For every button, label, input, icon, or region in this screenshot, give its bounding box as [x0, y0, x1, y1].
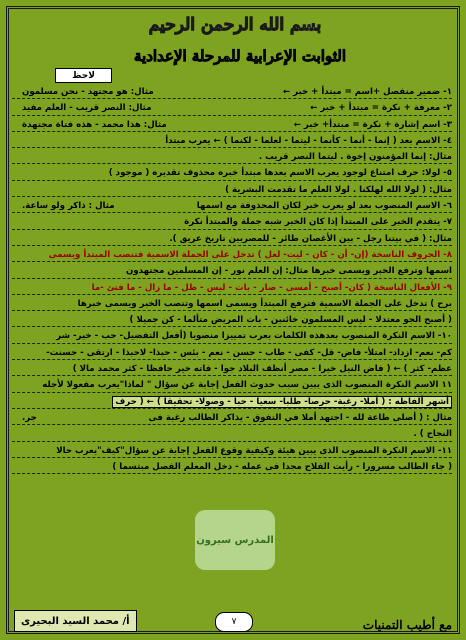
rule-text: مثال: ( لولا الله لهلكنا . لولا العلم ما تقدمت البشرية )	[225, 184, 452, 195]
rule-line	[12, 182, 452, 198]
rule-line	[12, 133, 452, 149]
rule-line	[12, 410, 452, 426]
rule-text: ١٠- الاسم النكرة المنصوب بعدهذه الكلمات يعرب تمييزا منصوبا (أفعل التفضيل- حب - خير- شر	[56, 331, 452, 342]
rule-text: كم- نعم- ازداد- امتلأ- فاض- قل- كفى - طاب - حسن - نعم - بئس - حبذا- لاحبذا - ارتقى - حسنت-	[46, 347, 452, 358]
rule-text: ٢- معرفة + نكرة = مبتدأ + خبر ←	[310, 103, 452, 114]
rule-text: ( جاء الطالب مسرورا - رأيت الفلاح مجدا فى عمله - دخل المعلم الفصل مبتسما )	[112, 461, 452, 472]
rule-text: مثال: ( في بيتنا رجل - بين الأغصان طائر - للمصريين تاريخ عريق ).	[169, 233, 452, 244]
rule-line	[12, 263, 452, 279]
watermark-logo: المدرس سيرون	[195, 510, 275, 570]
rule-text: ٥- لولا: حرف امتناع لوجود يعرب الاسم بعدها مبتدأ خبره محذوف تقديره ( موجود )	[108, 168, 452, 179]
rule-line	[12, 198, 452, 214]
rule-line	[12, 214, 452, 230]
rule-text: ١١ الاسم النكرة المنصوب الذى يبين سبب حدوث الفعل إجابة عن سؤال " لماذا"يعرب مفعولا لأجله	[42, 380, 452, 391]
rule-line	[12, 459, 452, 475]
author-name: أ/ محمد السيد البحيرى	[14, 610, 137, 632]
rule-line	[12, 84, 452, 100]
rule-text: ٦- الاسم المنصوب بعد لو يعرب خبر لكان المحذوفة مع اسمها	[196, 201, 452, 212]
rule-text: ١- ضمير منفصل +اسم = مبتدأ + خبر ←	[282, 87, 452, 97]
rule-line	[12, 149, 452, 165]
rule-line	[12, 377, 452, 393]
rule-text: اسمها وترفع الخبر ويسمى خبرها مثال: إن العلم نور - إن المسلمين مجتهدون	[125, 266, 452, 277]
rule-line	[12, 394, 452, 410]
rule-text: مثال: إنما المؤمنون إخوة . ليتما النصر قريب .	[258, 152, 452, 163]
rule-line	[12, 165, 452, 181]
rule-line	[12, 247, 452, 263]
rule-example: مثال : ذاكر ولو ساعة.	[22, 201, 115, 212]
page-footer	[0, 610, 466, 632]
rule-text: مثال : ( أصلى طاعة لله - اجتهد أملا في التفوق - يذاكر الطالب رغبة فى	[148, 412, 452, 423]
rule-line	[12, 361, 452, 377]
rule-line	[12, 345, 452, 361]
rule-line	[12, 100, 452, 116]
basmala-banner: بسم الله الرحمن الرحيم	[148, 15, 322, 35]
rule-text: ٣- اسم إشارة + نكرة = مبتدأ+ خبر ←	[293, 119, 452, 130]
rule-text: برح ) تدخل على الجملة الاسمية فترفع المبتدأ ويسمى اسمها وتنصب الخبر ويسمى خبرها	[77, 298, 452, 309]
signature: مع أطيب التمنيات	[362, 618, 452, 632]
rule-example: مثال: هذا محمد - هذه فتاة مجتهدة	[22, 119, 167, 130]
rule-text: عظم- كثر ) ← ( فاض النيل خيرا - مصر أنظف البلاد جوا - فاته خير حافظا - كثر محمد مالا )	[72, 364, 452, 375]
rule-line	[12, 426, 452, 442]
rule-example: مثال: النصر قريب - العلم مفيد	[22, 103, 152, 114]
rule-text: ٧- يتقدم الخبر على المبتدأ إذا كان الخبر شبه جملة والمبتدأ نكرة	[184, 217, 452, 228]
rule-line	[12, 328, 452, 344]
rule-text: ١١- الاسم النكرة المنصوب الذى يبين هيئة وكيفية وقوع الفعل إجابة عن سؤال"كيف"يعرب حالا	[56, 445, 452, 456]
rule-line	[12, 117, 452, 133]
rule-line	[12, 312, 452, 328]
rules-list	[12, 84, 452, 475]
rule-line	[12, 296, 452, 312]
rule-example: مثال: هو مجتهد - نحن مسلمون	[22, 87, 154, 97]
rule-text: النجاح ) .	[413, 429, 452, 440]
rule-line	[12, 280, 452, 296]
rule-text: ( أصبح الجو معتدلا - ليس المسلمون خائنين - بات المريض متألما - كن جميلا )	[129, 315, 452, 326]
rule-text: ٤- الاسم بعد ( إنما - أنما - كأنما - ليتما - لعلما - لكنما ) ← يعرب مبتدأ	[165, 135, 452, 146]
rule-text: ٩- الأفعال الناسخة ( كان- أصبح - أمسى - صار - بات - ليس - ظل - ما زال - ما فتئ -ما	[91, 282, 452, 293]
page-number: ٧	[215, 612, 253, 632]
page-title: الثوابت الإعرابية للمرحلة الإعدادية	[134, 47, 346, 65]
rule-text: أشهر ألفاظه : ( أملا- رغبة- حرصا- طلبا- سعيا - حبا - وصولا- تحقيقا ) ← ( حرف	[112, 396, 452, 408]
rule-tail: جر.	[22, 412, 37, 423]
rule-line	[12, 443, 452, 459]
rule-text: ٨- الحروف الناسخة (إن- أن - كان - ليت- لعل ) تدخل على الجملة الاسمية فتنصب المبتدأ ويسمى	[48, 249, 452, 260]
rule-line	[12, 231, 452, 247]
note-tag: لاحظ	[55, 68, 112, 83]
